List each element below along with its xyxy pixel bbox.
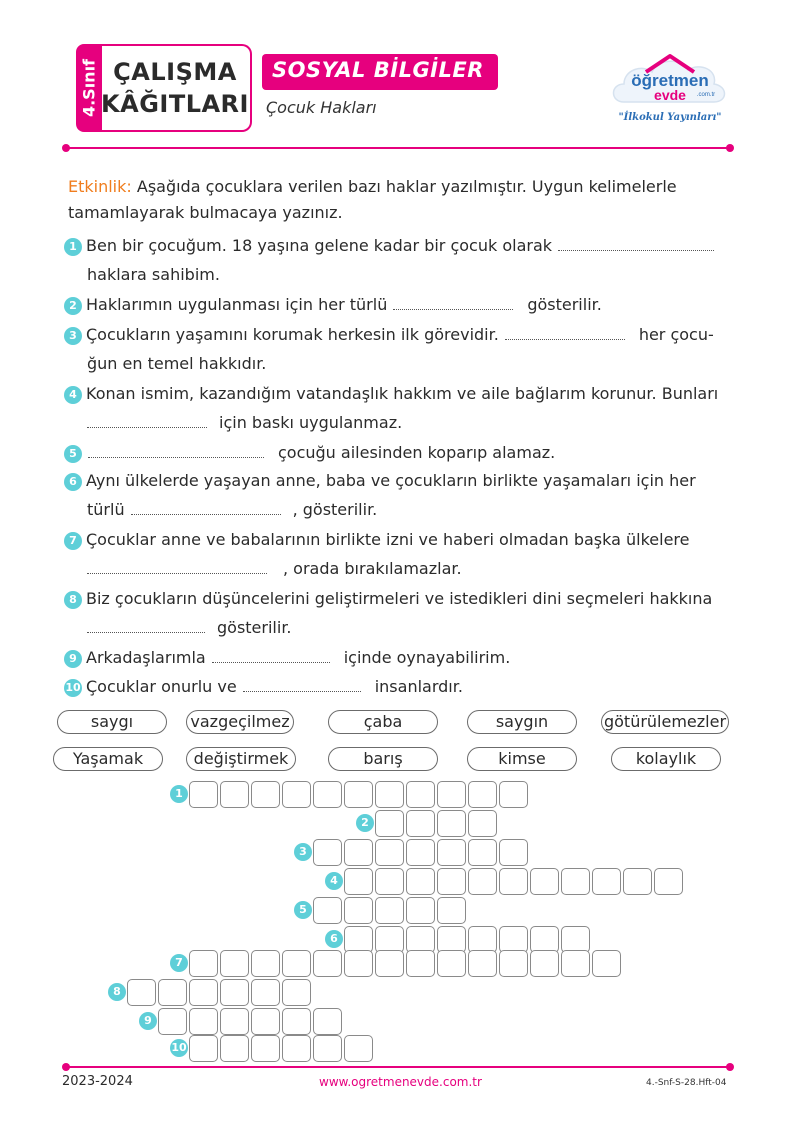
top-rule xyxy=(68,147,728,149)
question-1 xyxy=(64,231,744,289)
question-text-cont: , orada bırakılamazlar. xyxy=(283,559,462,578)
question-number: 4 xyxy=(64,386,82,404)
puzzle-cell[interactable] xyxy=(468,810,497,837)
answer-blank[interactable] xyxy=(558,236,714,251)
question-number: 7 xyxy=(64,532,82,550)
puzzle-cell[interactable] xyxy=(437,868,466,895)
activity-text: Aşağıda çocuklara verilen bazı haklar yazılmıştır. Uygun kelimelerle tamamlayarak bulmacaya yazınız. xyxy=(68,177,677,222)
subject-title: SOSYAL BİLGİLER xyxy=(272,58,484,82)
puzzle-cell[interactable] xyxy=(437,781,466,808)
puzzle-cell[interactable] xyxy=(499,781,528,808)
question-text-cont: haklara sahibim. xyxy=(87,265,220,284)
puzzle-cell[interactable] xyxy=(406,868,435,895)
puzzle-cell[interactable] xyxy=(406,810,435,837)
puzzle-cell[interactable] xyxy=(158,979,187,1006)
puzzle-row-number: 2 xyxy=(356,814,374,832)
puzzle-cell[interactable] xyxy=(375,950,404,977)
logo-sub: evde xyxy=(654,87,686,103)
question-5 xyxy=(64,438,744,467)
puzzle-cell[interactable] xyxy=(592,868,621,895)
question-9 xyxy=(64,643,744,672)
answer-blank[interactable] xyxy=(87,413,207,428)
puzzle-cell[interactable] xyxy=(282,1008,311,1035)
puzzle-cell[interactable] xyxy=(282,979,311,1006)
question-text-after: insanlardır. xyxy=(374,677,463,696)
puzzle-cell[interactable] xyxy=(530,926,559,953)
activity-intro xyxy=(68,174,728,226)
question-text-cont: gösterilir. xyxy=(217,618,292,637)
puzzle-cell[interactable] xyxy=(313,781,342,808)
puzzle-cell[interactable] xyxy=(344,781,373,808)
puzzle-cell[interactable] xyxy=(282,781,311,808)
question-number: 8 xyxy=(64,591,82,609)
question-text: Çocuklar onurlu ve xyxy=(86,677,237,696)
word-chip: barış xyxy=(328,747,438,771)
question-text: Çocukların yaşamını korumak herkesin ilk görevidir. xyxy=(86,325,499,344)
puzzle-cell[interactable] xyxy=(375,839,404,866)
puzzle-cell[interactable] xyxy=(313,950,342,977)
puzzle-cell[interactable] xyxy=(499,868,528,895)
question-number: 2 xyxy=(64,297,82,315)
puzzle-cell[interactable] xyxy=(561,868,590,895)
puzzle-cell[interactable] xyxy=(220,950,249,977)
puzzle-cell[interactable] xyxy=(313,839,342,866)
question-text: Konan ismim, kazandığım vatandaşlık hakkım ve aile bağlarım korunur. Bunları xyxy=(86,384,719,403)
puzzle-cell[interactable] xyxy=(499,926,528,953)
question-number: 6 xyxy=(64,473,82,491)
puzzle-cell[interactable] xyxy=(375,810,404,837)
puzzle-cell[interactable] xyxy=(375,868,404,895)
puzzle-cell[interactable] xyxy=(313,1035,342,1062)
puzzle-row-number: 1 xyxy=(170,785,188,803)
puzzle-cell[interactable] xyxy=(313,1008,342,1035)
puzzle-cell[interactable] xyxy=(251,1008,280,1035)
puzzle-row-number: 8 xyxy=(108,983,126,1001)
top-rule-dot-right xyxy=(726,144,734,152)
puzzle-cell[interactable] xyxy=(344,839,373,866)
publisher-logo xyxy=(606,50,734,130)
question-text-prefix: türlü xyxy=(87,500,125,519)
question-text-cont: için baskı uygulanmaz. xyxy=(219,413,403,432)
question-text: Çocuklar anne ve babalarının birlikte izni ve haberi olmadan başka ülkelere xyxy=(86,530,690,549)
puzzle-cell[interactable] xyxy=(406,950,435,977)
puzzle-cell[interactable] xyxy=(468,868,497,895)
word-chip: çaba xyxy=(328,710,438,734)
puzzle-cell[interactable] xyxy=(592,950,621,977)
question-number: 3 xyxy=(64,327,82,345)
question-number: 9 xyxy=(64,650,82,668)
puzzle-cell[interactable] xyxy=(468,926,497,953)
question-number: 1 xyxy=(64,238,82,256)
question-text-after: her çocu- xyxy=(638,325,714,344)
question-text: Arkadaşlarımla xyxy=(86,648,206,667)
footer-url[interactable]: www.ogretmenevde.com.tr xyxy=(319,1075,482,1089)
puzzle-cell[interactable] xyxy=(437,839,466,866)
answer-blank[interactable] xyxy=(505,325,625,340)
logo-domain: .com.tr xyxy=(696,92,716,98)
puzzle-cell[interactable] xyxy=(313,897,342,924)
puzzle-cell[interactable] xyxy=(406,897,435,924)
puzzle-cell[interactable] xyxy=(158,1008,187,1035)
puzzle-cell[interactable] xyxy=(437,897,466,924)
bottom-rule-dot-right xyxy=(726,1063,734,1071)
puzzle-row-number: 6 xyxy=(325,930,343,948)
puzzle-row-number: 5 xyxy=(294,901,312,919)
answer-blank[interactable] xyxy=(393,295,513,310)
question-text-after: çocuğu ailesinden koparıp alamaz. xyxy=(278,443,556,462)
grade-label: 4.Sınıf xyxy=(79,58,99,118)
puzzle-cell[interactable] xyxy=(189,979,218,1006)
puzzle-cell[interactable] xyxy=(406,839,435,866)
puzzle-cell[interactable] xyxy=(282,950,311,977)
puzzle-cell[interactable] xyxy=(251,1035,280,1062)
answer-blank[interactable] xyxy=(87,559,267,574)
puzzle-cell[interactable] xyxy=(344,950,373,977)
question-text: Aynı ülkelerde yaşayan anne, baba ve çocukların birlikte yaşamaları için her xyxy=(86,471,696,490)
bottom-rule xyxy=(68,1066,728,1068)
puzzle-cell[interactable] xyxy=(251,979,280,1006)
footer-code: 4.-Snf-S-28.Hft-04 xyxy=(646,1078,727,1088)
answer-blank[interactable] xyxy=(131,500,281,515)
answer-blank[interactable] xyxy=(243,677,361,692)
puzzle-cell[interactable] xyxy=(375,781,404,808)
question-text-cont: , gösterilir. xyxy=(292,500,378,519)
puzzle-cell[interactable] xyxy=(530,868,559,895)
puzzle-cell[interactable] xyxy=(499,839,528,866)
activity-label: Etkinlik: xyxy=(68,177,132,196)
puzzle-cell[interactable] xyxy=(344,897,373,924)
puzzle-cell[interactable] xyxy=(468,950,497,977)
title-line2: KÂĞITLARI xyxy=(101,90,249,118)
puzzle-cell[interactable] xyxy=(220,1008,249,1035)
question-text-after: içinde oynayabilirim. xyxy=(343,648,511,667)
puzzle-cell[interactable] xyxy=(437,950,466,977)
question-10 xyxy=(64,672,744,701)
word-chip: saygı xyxy=(57,710,167,734)
logo-tagline: "İlkokul Yayınları" xyxy=(618,112,722,123)
puzzle-cell[interactable] xyxy=(561,926,590,953)
puzzle-cell[interactable] xyxy=(251,950,280,977)
puzzle-cell[interactable] xyxy=(406,781,435,808)
puzzle-cell[interactable] xyxy=(344,1035,373,1062)
puzzle-cell[interactable] xyxy=(623,868,652,895)
puzzle-cell[interactable] xyxy=(220,781,249,808)
puzzle-cell[interactable] xyxy=(468,781,497,808)
topic-title: Çocuk Hakları xyxy=(266,98,377,117)
puzzle-row-number: 7 xyxy=(170,954,188,972)
logo-main: öğretmen xyxy=(631,71,709,90)
question-text-cont: ğun en temel hakkıdır. xyxy=(87,354,267,373)
puzzle-cell[interactable] xyxy=(437,926,466,953)
answer-blank[interactable] xyxy=(87,618,205,633)
title-line1: ÇALIŞMA xyxy=(113,58,237,86)
question-text-after: gösterilir. xyxy=(527,295,602,314)
word-chip: değiştirmek xyxy=(186,747,296,771)
puzzle-row-number: 4 xyxy=(325,872,343,890)
footer-year: 2023-2024 xyxy=(62,1074,133,1089)
question-8 xyxy=(64,584,744,642)
answer-blank[interactable] xyxy=(88,443,264,458)
puzzle-cell[interactable] xyxy=(189,1035,218,1062)
puzzle-cell[interactable] xyxy=(375,897,404,924)
puzzle-cell[interactable] xyxy=(406,926,435,953)
question-6 xyxy=(64,466,744,524)
puzzle-cell[interactable] xyxy=(282,1035,311,1062)
question-text: Haklarımın uygulanması için her türlü xyxy=(86,295,388,314)
question-4 xyxy=(64,379,744,437)
puzzle-cell[interactable] xyxy=(499,950,528,977)
question-number: 10 xyxy=(64,679,82,697)
question-3 xyxy=(64,320,744,378)
puzzle-cell[interactable] xyxy=(437,810,466,837)
puzzle-cell[interactable] xyxy=(561,950,590,977)
puzzle-cell[interactable] xyxy=(127,979,156,1006)
question-text: Ben bir çocuğum. 18 yaşına gelene kadar bir çocuk olarak xyxy=(86,236,553,255)
puzzle-cell[interactable] xyxy=(344,868,373,895)
puzzle-row-number: 9 xyxy=(139,1012,157,1030)
word-chip: kimse xyxy=(467,747,577,771)
puzzle-cell[interactable] xyxy=(220,1035,249,1062)
puzzle-cell[interactable] xyxy=(189,950,218,977)
grade-tab xyxy=(76,44,102,132)
puzzle-cell[interactable] xyxy=(375,926,404,953)
puzzle-cell[interactable] xyxy=(654,868,683,895)
puzzle-cell[interactable] xyxy=(189,1008,218,1035)
word-chip: kolaylık xyxy=(611,747,721,771)
word-chip: vazgeçilmez xyxy=(186,710,294,734)
puzzle-cell[interactable] xyxy=(189,781,218,808)
puzzle-row-number: 10 xyxy=(170,1039,188,1057)
question-text: Biz çocukların düşüncelerini geliştirmeleri ve istedikleri dini seçmeleri hakkına xyxy=(86,589,713,608)
word-chip: götürülemezler xyxy=(601,710,729,734)
word-chip: Yaşamak xyxy=(53,747,163,771)
puzzle-cell[interactable] xyxy=(220,979,249,1006)
answer-blank[interactable] xyxy=(212,648,330,663)
puzzle-cell[interactable] xyxy=(468,839,497,866)
question-2 xyxy=(64,290,744,319)
puzzle-cell[interactable] xyxy=(530,950,559,977)
word-chip: saygın xyxy=(467,710,577,734)
subject-bar xyxy=(262,54,498,90)
puzzle-cell[interactable] xyxy=(344,926,373,953)
title-box xyxy=(100,44,252,132)
puzzle-cell[interactable] xyxy=(251,781,280,808)
question-number: 5 xyxy=(64,445,82,463)
puzzle-row-number: 3 xyxy=(294,843,312,861)
question-7 xyxy=(64,525,744,583)
